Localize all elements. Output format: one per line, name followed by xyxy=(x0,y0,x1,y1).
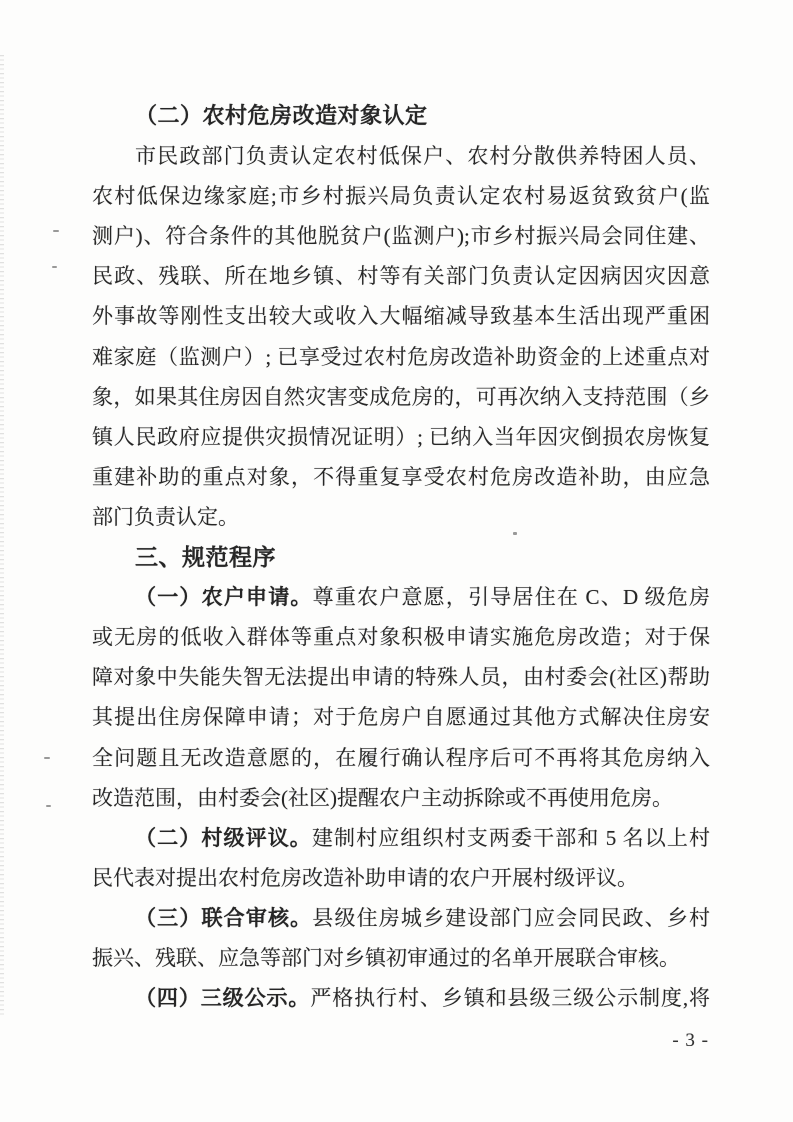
text-line xyxy=(92,377,710,417)
text-line xyxy=(92,337,710,377)
line-lead: （二）农村危房改造对象认定 xyxy=(135,103,428,128)
line-text: 测户)、符合条件的其他脱贫户(监测户);市乡村振兴局会同住建、 xyxy=(92,224,710,249)
line-lead: （四）三级公示。 xyxy=(135,986,311,1011)
line-lead: 三、规范程序 xyxy=(135,544,276,571)
line-text: 镇人民政府应提供灾损情况证明）; 已纳入当年因灾倒损农房恢复 xyxy=(92,424,710,449)
text-line xyxy=(92,417,710,457)
line-text: 障对象中失能失智无法提出申请的特殊人员，由村委会(社区)帮助 xyxy=(92,665,710,690)
text-line xyxy=(92,858,710,898)
text-line xyxy=(92,657,710,697)
line-text: 民代表对提出农村危房改造补助申请的农户开展村级评议。 xyxy=(92,865,638,890)
line-text: 市民政部门负责认定农村低保户、农村分散供养特困人员、 xyxy=(135,144,710,169)
text-line xyxy=(92,617,710,657)
line-text: 农村低保边缘家庭;市乡村振兴局负责认定农村易返贫致贫户(监 xyxy=(92,184,710,209)
line-text: 外事故等刚性支出较大或收入大幅缩减导致基本生活出现严重困 xyxy=(92,304,710,329)
line-text: 象，如果其住房因自然灾害变成危房的，可再次纳入支持范围（乡 xyxy=(92,384,710,409)
scan-speck xyxy=(52,266,57,268)
text-line xyxy=(92,216,710,256)
line-lead: （三）联合审核。 xyxy=(135,905,313,930)
line-text: 部门负责认定。 xyxy=(92,504,239,529)
scan-speck xyxy=(44,757,50,759)
document-body xyxy=(92,96,710,1018)
text-line xyxy=(92,778,710,818)
page-number: - 3 - xyxy=(672,1030,709,1051)
text-line xyxy=(92,537,710,577)
line-text: 振兴、残联、应急等部门对乡镇初审通过的名单开展联合审核。 xyxy=(92,945,680,970)
scan-speck xyxy=(53,230,59,232)
scan-speck xyxy=(46,805,51,807)
line-lead: （一）农户申请。 xyxy=(135,585,313,610)
text-line xyxy=(92,96,710,136)
line-text: 建制村应组织村支两委干部和 5 名以上村 xyxy=(311,825,711,850)
line-text: 严格执行村、乡镇和县级三级公示制度,将 xyxy=(310,986,711,1011)
text-line xyxy=(92,938,710,978)
text-line xyxy=(92,457,710,497)
text-line xyxy=(92,898,710,938)
text-line xyxy=(92,577,710,617)
line-text: 改造范围，由村委会(社区)提醒农户主动拆除或不再使用危房。 xyxy=(92,785,673,810)
text-line xyxy=(92,738,710,778)
line-text: 或无房的低收入群体等重点对象积极申请实施危房改造；对于保 xyxy=(92,625,710,650)
line-lead: （二）村级评议。 xyxy=(135,825,312,850)
scan-speck xyxy=(513,532,517,535)
line-text: 民政、残联、所在地乡镇、村等有关部门负责认定因病因灾因意 xyxy=(92,264,710,289)
text-line xyxy=(92,136,710,176)
text-line xyxy=(92,176,710,216)
text-line xyxy=(92,818,710,858)
text-line xyxy=(92,296,710,336)
line-text: 其提出住房保障申请；对于危房户自愿通过其他方式解决住房安 xyxy=(92,705,710,730)
text-line xyxy=(92,697,710,737)
scan-noise-left-edge xyxy=(0,55,4,1015)
line-text: 尊重农户意愿，引导居住在 C、D 级危房 xyxy=(312,585,711,610)
text-line xyxy=(92,256,710,296)
line-text: 全问题且无改造意愿的，在履行确认程序后可不再将其危房纳入 xyxy=(92,745,710,770)
text-line xyxy=(92,978,710,1018)
line-text: 县级住房城乡建设部门应会同民政、乡村 xyxy=(312,905,710,930)
line-text: 难家庭（监测户）; 已享受过农村危房改造补助资金的上述重点对 xyxy=(92,344,710,369)
line-text: 重建补助的重点对象，不得重复享受农村危房改造补助，由应急 xyxy=(92,464,710,489)
text-line xyxy=(92,497,710,537)
